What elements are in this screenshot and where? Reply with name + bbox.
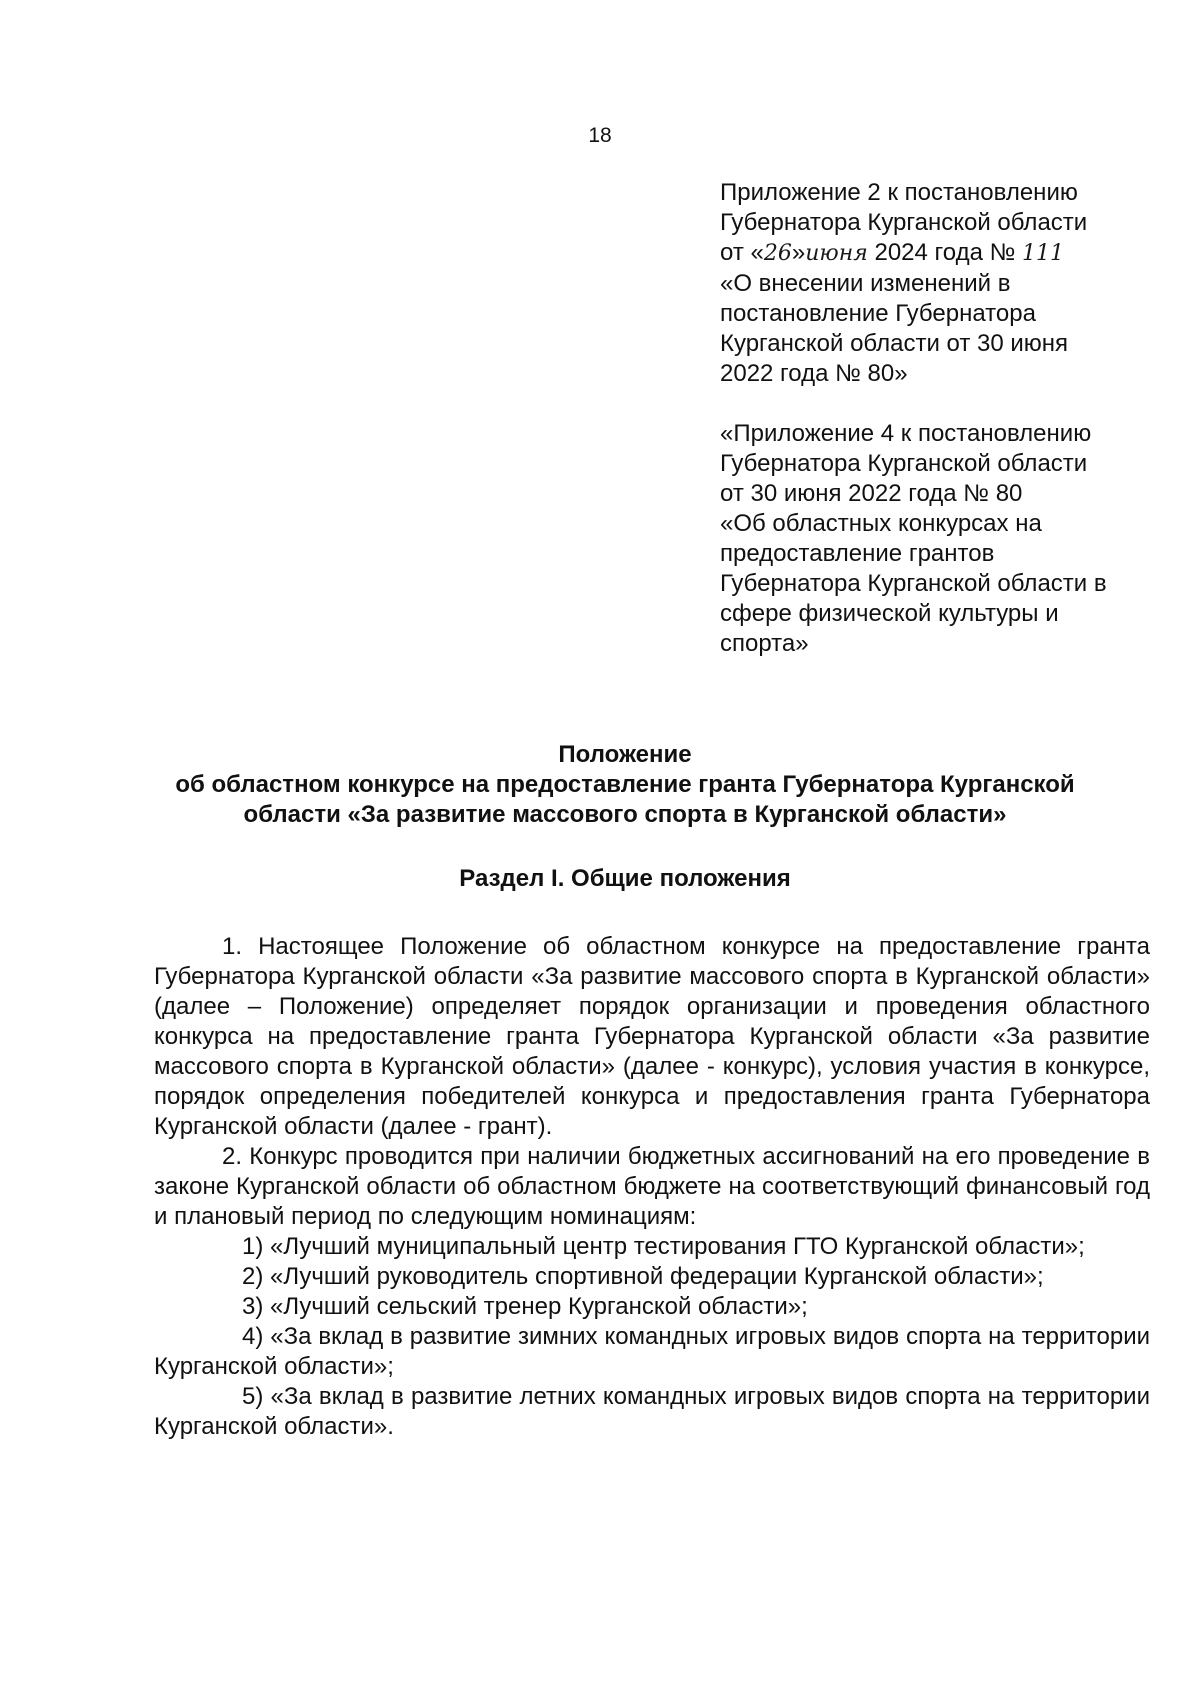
nomination-item: 1) «Лучший муниципальный центр тестирования ГТО Курганской области»;	[242, 1233, 1085, 1260]
appendix-line: «О внесении изменений в	[720, 270, 1011, 297]
quoted-appendix-line: сфере физической культуры и	[720, 600, 1059, 627]
appendix-line: постановление Губернатора	[720, 300, 1036, 327]
nomination-item: 2) «Лучший руководитель спортивной федерации Курганской области»;	[242, 1263, 1044, 1290]
title-line: области «За развитие массового спорта в Курганской области»	[243, 801, 1007, 828]
paragraph: 1. Настоящее Положение об областном конкурсе на предоставление гранта Губернатора Курганской области «За развитие массового спорта в Курганской области» (далее – Положение) определяет порядок организации и проведения областного конкурса на предоставление гранта Губернатора Курганской области «За развитие массового спорта в Курганской области» (далее - конкурс), условия участия в конкурсе, порядок определения победителей конкурса и предоставления гранта Губернатора Курганской области (далее - грант).	[154, 933, 1150, 1140]
nomination-item: 5) «За вклад в развитие летних командных игровых видов спорта на территории Курганской области».	[154, 1383, 1150, 1440]
nomination-item: 4) «За вклад в развитие зимних командных игровых видов спорта на территории Курганской области»;	[154, 1323, 1150, 1380]
block-gap	[720, 389, 1160, 419]
quoted-appendix-line: «Об областных конкурсах на	[720, 510, 1042, 537]
body-text	[154, 932, 1150, 1442]
handwritten-month: июня	[805, 241, 868, 266]
quoted-appendix-line: «Приложение 4 к постановлению	[720, 420, 1092, 447]
section-title: Раздел I. Общие положения	[459, 865, 791, 892]
appendix-line: 2022 года № 80»	[720, 360, 908, 387]
page-number: 18	[588, 124, 612, 147]
title-line: Положение	[558, 741, 692, 768]
nomination-item: 3) «Лучший сельский тренер Курганской области»;	[242, 1293, 808, 1320]
appendix-line: Приложение 2 к постановлению	[720, 179, 1078, 206]
date-prefix: от «	[720, 239, 764, 266]
appendix-date-line	[720, 238, 1160, 269]
title-line: об областном конкурсе на предоставление гранта Губернатора Курганской	[175, 771, 1075, 798]
quoted-appendix-line: Губернатора Курганской области в	[720, 570, 1107, 597]
date-mid: »	[791, 239, 806, 266]
handwritten-day: 26	[763, 241, 792, 266]
paragraph: 2. Конкурс проводится при наличии бюджетных ассигнований на его проведение в законе Курганской области об областном бюджете на соответствующий финансовый год и плановый период по следующим номинациям:	[154, 1143, 1150, 1230]
quoted-appendix-line: спорта»	[720, 630, 809, 657]
quoted-appendix-line: Губернатора Курганской области	[720, 450, 1088, 477]
appendix-line: Курганской области от 30 июня	[720, 330, 1069, 357]
document-title	[150, 740, 1100, 830]
date-suffix: 2024 года №	[867, 239, 1023, 266]
quoted-appendix-line: от 30 июня 2022 года № 80	[720, 480, 1023, 507]
appendix-header	[720, 178, 1160, 659]
quoted-appendix-line: предоставление грантов	[720, 540, 995, 567]
appendix-line: Губернатора Курганской области	[720, 209, 1088, 236]
handwritten-number: 111	[1022, 241, 1065, 266]
